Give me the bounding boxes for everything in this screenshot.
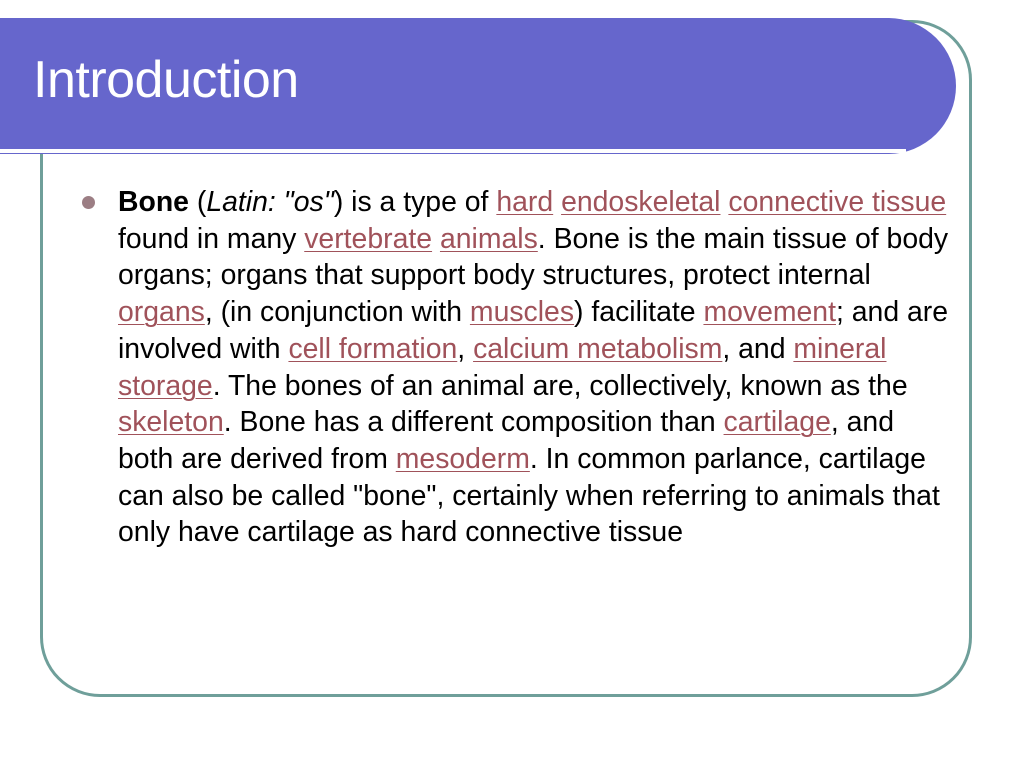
link-muscles[interactable]: muscles [469, 296, 575, 329]
link-mesoderm[interactable]: mesoderm [395, 442, 530, 475]
text-segment [553, 186, 561, 218]
link-cartilage[interactable]: cartilage [723, 406, 831, 439]
term-bone: Bone [118, 186, 189, 218]
text-segment: ; and are involved with [118, 296, 949, 365]
text-segment: , [457, 332, 474, 365]
link-cell-formation[interactable]: cell formation [288, 332, 458, 365]
text-segment: , and both are derived from [118, 406, 895, 475]
link-connective-tissue[interactable]: connective tissue [728, 186, 947, 218]
link-movement[interactable]: movement [703, 296, 836, 329]
text-segment: , (in conjunction with [204, 296, 470, 329]
slide-title: Introduction [33, 51, 299, 109]
latin-name: Latin: "os" [206, 186, 334, 218]
link-animals[interactable]: animals [439, 222, 538, 255]
link-calcium-metabolism[interactable]: calcium metabolism [473, 332, 723, 365]
link-skeleton[interactable]: skeleton [118, 406, 224, 439]
text-segment: , and [722, 332, 794, 365]
text-segment: . In common parlance, cartilage can also be called "bone", certainly when referring to animals that only have cartilage as hard connective tissue [118, 442, 940, 549]
text-segment: . Bone has a different composition than [223, 406, 724, 439]
text-segment: ( [188, 186, 207, 218]
text-segment: . Bone is the main tissue of body organs; organs that support body structures, protect internal [118, 222, 949, 292]
title-underline [0, 149, 906, 153]
bullet-paragraph [118, 184, 956, 551]
link-hard[interactable]: hard [496, 186, 554, 218]
text-segment [432, 223, 440, 255]
link-organs[interactable]: organs [118, 296, 205, 329]
text-segment: found in many [118, 222, 305, 255]
text-segment: . The bones of an animal are, collectively, known as the [212, 369, 908, 402]
link-endoskeletal[interactable]: endoskeletal [561, 186, 721, 218]
text-segment: ) is a type of [333, 186, 497, 218]
text-segment: ) facilitate [574, 296, 704, 329]
link-vertebrate[interactable]: vertebrate [304, 222, 433, 255]
link-mineral-storage[interactable]: mineral storage [118, 332, 887, 402]
bullet-dot-icon [82, 196, 95, 209]
